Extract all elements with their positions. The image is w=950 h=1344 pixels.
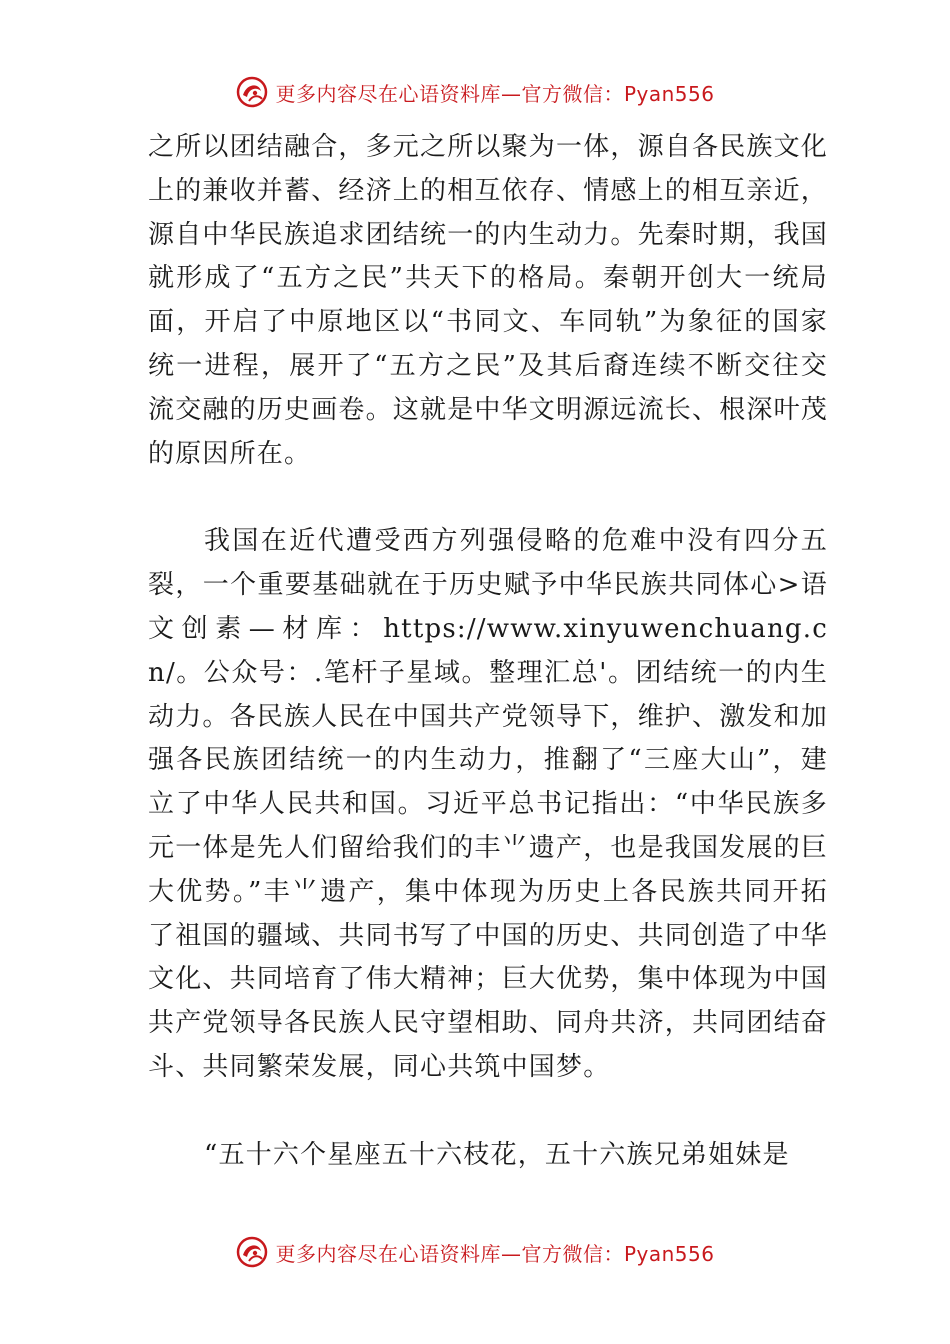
header-banner-text: 更多内容尽在心语资料库—官方微信：Pyan556 [275, 81, 715, 106]
footer-banner [0, 1232, 950, 1272]
document-body [148, 126, 828, 1178]
paragraph-1: 之所以团结融合，多元之所以聚为一体，源自各民族文化上的兼收并蓄、经济上的相互依存、情感上的相互亲近，源自中华民族追求团结统一的内生动力。先秦时期，我国就形成了“五方之民”共天下的格局。秦朝开创大一统局面，开启了中原地区以“书同文、车同轨”为象征的国家统一进程，展开了“五方之民”及其后裔连续不断交往交流交融的历史画卷。这就是中华文明源远流长、根深叶茂的原因所在。 [148, 132, 829, 469]
paragraph-2: 我国在近代遭受西方列强侵略的危难中没有四分五裂，一个重要基础就在于历史赋予中华民族共同体心>语文创素—材库：https://www.xinyuwenchuang.cn/。公众号：.笔杆子星域。整理汇总'。团结统一的内生动力。各民族人民在中国共产党领导下，维护、激发和加强各民族团结统一的内生动力，推翻了“三座大山”，建立了中华人民共和国。习近平总书记指出：“中华民族多元一体是先人们留给我们的丰⺌遗产，也是我国发展的巨大优势。”丰⺌遗产，集中体现为历史上各民族共同开拓了祖国的疆域、共同书写了中国的历史、共同创造了中华文化、共同培育了伟大精神；巨大优势，集中体现为中国共产党领导各民族人民守望相助、同舟共济，共同团结奋斗、共同繁荣发展，同心共筑中国梦。 [148, 526, 829, 1082]
swirl-logo-icon [235, 75, 269, 109]
swirl-logo-icon [235, 1235, 269, 1269]
footer-banner-text: 更多内容尽在心语资料库—官方微信：Pyan556 [275, 1241, 715, 1266]
paragraph-3: “五十六个星座五十六枝花，五十六族兄弟姐妹是 [204, 1139, 790, 1170]
header-banner [0, 72, 950, 112]
